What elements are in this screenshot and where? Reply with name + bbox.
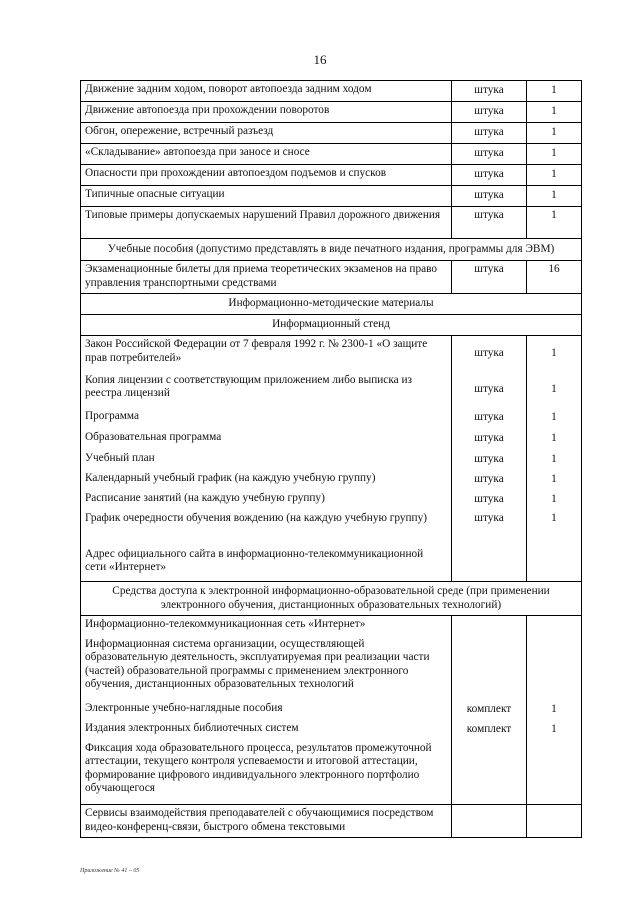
item-name: Издания электронных библиотечных систем <box>81 720 452 740</box>
item-qty: 1 <box>527 510 582 546</box>
item-qty: 1 <box>527 144 582 165</box>
item-unit: штука <box>452 81 527 102</box>
item-qty: 1 <box>527 470 582 490</box>
item-unit: штука <box>452 102 527 123</box>
item-unit <box>452 616 527 636</box>
item-unit: штука <box>452 186 527 207</box>
item-unit <box>452 546 527 582</box>
item-name: Информационная система организации, осуществляющей образовательную деятельность, эксплуатируемая при реализации части (частей) образовательной программы с применением электронного обучения, дистанционных образовательных технологий <box>81 636 452 700</box>
item-unit: штука <box>452 261 527 294</box>
table-row <box>81 408 582 429</box>
item-name: Расписание занятий (на каждую учебную группу) <box>81 490 452 510</box>
table-row <box>81 450 582 470</box>
table-row <box>81 740 582 805</box>
item-qty: 1 <box>527 720 582 740</box>
item-unit: штука <box>452 123 527 144</box>
item-qty: 1 <box>527 490 582 510</box>
item-qty: 16 <box>527 261 582 294</box>
item-name: Адрес официального сайта в информационно-телекоммуникационной сети «Интернет» <box>81 546 452 582</box>
table-row <box>81 81 582 102</box>
item-unit: штука <box>452 372 527 408</box>
section-row <box>81 294 582 315</box>
table-row <box>81 261 582 294</box>
table-row <box>81 546 582 582</box>
item-name: «Складывание» автопоезда при заносе и сносе <box>81 144 452 165</box>
section-heading: Учебные пособия (допустимо представлять в виде печатного издания, программы для ЭВМ) <box>81 239 582 261</box>
table-row <box>81 470 582 490</box>
equipment-table <box>80 80 582 838</box>
item-unit: штука <box>452 144 527 165</box>
item-unit: штука <box>452 165 527 186</box>
item-qty: 1 <box>527 165 582 186</box>
item-name: Экзаменационные билеты для приема теоретических экзаменов на право управления транспортными средствами <box>81 261 452 294</box>
item-unit: штука <box>452 336 527 372</box>
item-unit <box>452 805 527 838</box>
item-name: Типичные опасные ситуации <box>81 186 452 207</box>
table-row <box>81 490 582 510</box>
item-qty: 1 <box>527 429 582 450</box>
item-qty <box>527 616 582 636</box>
table-row <box>81 144 582 165</box>
table-row <box>81 336 582 372</box>
item-qty: 1 <box>527 123 582 144</box>
table-row <box>81 720 582 740</box>
item-unit: штука <box>452 207 527 239</box>
table-row <box>81 165 582 186</box>
item-qty: 1 <box>527 700 582 720</box>
table-row <box>81 429 582 450</box>
section-row <box>81 315 582 336</box>
section-heading: Средства доступа к электронной информационно-образовательной среде (при применении электронного обучения, дистанционных образовательных технологий) <box>81 582 582 616</box>
table-row <box>81 372 582 408</box>
item-name: Движение задним ходом, поворот автопоезда задним ходом <box>81 81 452 102</box>
item-name: Типовые примеры допускаемых нарушений Правил дорожного движения <box>81 207 452 239</box>
item-unit: штука <box>452 450 527 470</box>
item-qty: 1 <box>527 102 582 123</box>
table-row <box>81 636 582 700</box>
item-name: Электронные учебно-наглядные пособия <box>81 700 452 720</box>
section-heading: Информационный стенд <box>81 315 582 336</box>
item-name: График очередности обучения вождению (на каждую учебную группу) <box>81 510 452 546</box>
item-unit: штука <box>452 470 527 490</box>
table-row <box>81 616 582 636</box>
item-qty: 1 <box>527 450 582 470</box>
item-unit <box>452 636 527 700</box>
item-qty: 1 <box>527 81 582 102</box>
item-qty <box>527 546 582 582</box>
table-row <box>81 123 582 144</box>
item-qty: 1 <box>527 186 582 207</box>
item-qty: 1 <box>527 408 582 429</box>
item-unit <box>452 740 527 805</box>
item-name: Образовательная программа <box>81 429 452 450</box>
item-name: Учебный план <box>81 450 452 470</box>
item-qty: 1 <box>527 336 582 372</box>
item-qty: 1 <box>527 372 582 408</box>
page-footer: Приложение № 41 – 05 <box>80 868 140 874</box>
item-name: Программа <box>81 408 452 429</box>
table-row <box>81 805 582 838</box>
table-row <box>81 207 582 239</box>
item-name: Обгон, опережение, встречный разъезд <box>81 123 452 144</box>
item-unit: штука <box>452 429 527 450</box>
item-unit: штука <box>452 510 527 546</box>
item-qty <box>527 805 582 838</box>
item-name: Закон Российской Федерации от 7 февраля 1992 г. № 2300-1 «О защите прав потребителей» <box>81 336 452 372</box>
item-unit: комплект <box>452 700 527 720</box>
table-row <box>81 186 582 207</box>
item-qty <box>527 636 582 700</box>
item-name: Опасности при прохождении автопоездом подъемов и спусков <box>81 165 452 186</box>
item-unit: штука <box>452 408 527 429</box>
item-name: Фиксация хода образовательного процесса, результатов промежуточной аттестации, текущего контроля успеваемости и итоговой аттестации, формирование цифрового индивидуального электронного портфолио обучающегося <box>81 740 452 805</box>
item-name: Копия лицензии с соответствующим приложением либо выписка из реестра лицензий <box>81 372 452 408</box>
page-number: 16 <box>313 52 327 67</box>
item-name: Сервисы взаимодействия преподавателей с обучающимися посредством видео-конференц-связи, быстрого обмена текстовыми <box>81 805 452 838</box>
item-unit: штука <box>452 490 527 510</box>
section-heading: Информационно-методические материалы <box>81 294 582 315</box>
item-name: Информационно-телекоммуникационная сеть «Интернет» <box>81 616 452 636</box>
item-unit: комплект <box>452 720 527 740</box>
table-row <box>81 510 582 546</box>
section-row <box>81 582 582 616</box>
item-name: Календарный учебный график (на каждую учебную группу) <box>81 470 452 490</box>
item-name: Движение автопоезда при прохождении поворотов <box>81 102 452 123</box>
item-qty: 1 <box>527 207 582 239</box>
table-row <box>81 102 582 123</box>
section-row <box>81 239 582 261</box>
table-row <box>81 700 582 720</box>
item-qty <box>527 740 582 805</box>
